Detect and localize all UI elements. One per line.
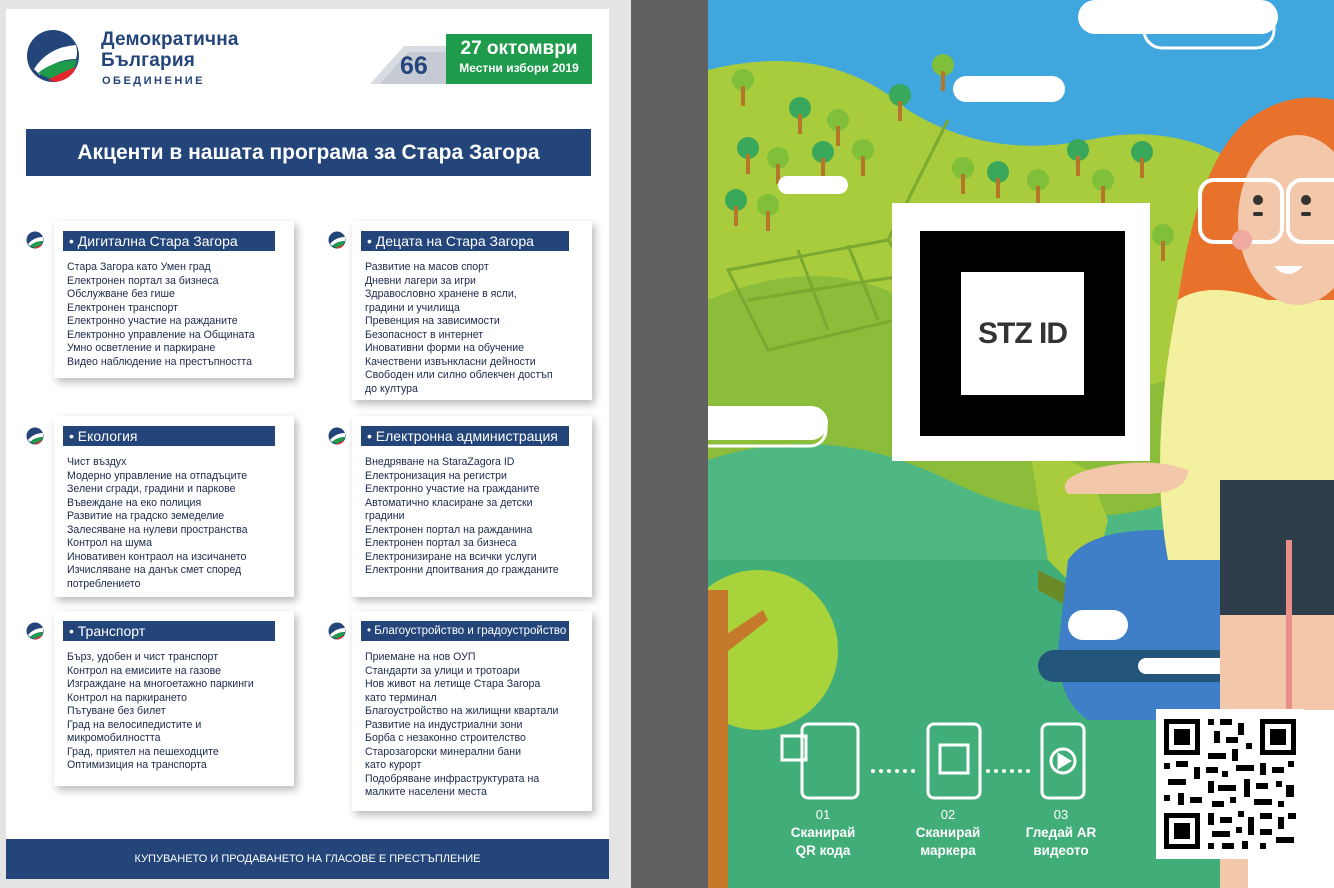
list-item: Модерно управление на отпадъците	[67, 469, 248, 482]
qr-code	[1156, 709, 1304, 859]
list-item: Изграждане на многоетажно паркинги	[67, 678, 254, 690]
list-item: Електронизация на регистри	[365, 469, 507, 482]
ar-marker	[892, 203, 1150, 461]
step-watch-ar	[1006, 806, 1116, 860]
list-item: Борба с незаконно строителство	[365, 732, 526, 744]
list-item: потреблението	[67, 577, 141, 590]
section-card-ecology	[54, 416, 294, 597]
party-mini-logo-icon	[26, 427, 44, 445]
ar-info-page	[708, 0, 1334, 888]
step-line-1: Сканирай	[790, 825, 856, 840]
list-item: Внедряване на StaraZagora ID	[365, 456, 515, 468]
list-item: Стандарти за улици и тротоари	[365, 664, 520, 677]
list-item: Здравословно хранене в ясли,	[365, 288, 517, 300]
step-line-1: Сканирай	[915, 825, 981, 840]
list-item: микромобилността	[67, 732, 161, 744]
list-item: Качествени извънкласни дейности	[365, 355, 536, 368]
list-item: Електронен транспорт	[67, 301, 178, 314]
list-item: Бърз, удобен и чист транспорт	[67, 651, 219, 663]
section-title: • Дигитална Стара Загора	[63, 231, 275, 251]
list-item: Електронно участие на гражданите	[365, 483, 540, 495]
party-name	[101, 29, 239, 87]
list-item: Електронно управление на Общината	[67, 328, 255, 341]
list-item: Залесяване на нулеви пространства	[67, 523, 248, 536]
section-items	[365, 651, 584, 800]
section-card-e-administration	[352, 416, 592, 597]
list-item: Чист въздух	[67, 456, 127, 468]
section-card-digital	[54, 221, 294, 378]
page-gap	[631, 0, 708, 888]
program-banner-title: Акценти в нашата програма за Стара Загора	[26, 129, 591, 176]
list-item: Развитие на индустриални зони	[365, 718, 523, 731]
party-mini-logo-icon	[26, 622, 44, 640]
list-item: Контрол на емисиите на газове	[67, 664, 222, 677]
section-items	[365, 261, 584, 396]
list-item: Свободен или силно облекчен достъп	[365, 369, 553, 381]
section-items	[67, 261, 286, 369]
party-mini-logo-icon	[328, 427, 346, 445]
step-scan-marker	[893, 806, 1003, 860]
section-items	[67, 651, 286, 773]
list-item: Пътуване без билет	[67, 705, 166, 717]
list-item: Иновативни форми на обучение	[365, 342, 525, 354]
step-line-2: маркера	[920, 843, 976, 858]
election-date: 27 октомври	[460, 38, 578, 59]
list-item: градини и училища	[365, 301, 460, 314]
section-items	[365, 456, 584, 578]
program-page	[6, 9, 609, 879]
brand-line-2: България	[101, 50, 196, 71]
list-item: Оптимизиция на транспорта	[67, 759, 207, 771]
list-item: Подобряване инфраструктурата на	[365, 772, 540, 785]
list-item: Обслужване без гише	[67, 288, 175, 300]
section-title: • Екология	[63, 426, 275, 446]
section-title: • Благоустройство и градоустройство	[361, 621, 569, 641]
list-item: Благоустройство на жилищни квартали	[365, 705, 559, 717]
step-line-2: видеото	[1033, 843, 1089, 858]
list-item: Автоматично класиране за детски	[365, 496, 533, 509]
list-item: Иновативен контраол на изсичането	[67, 550, 247, 563]
list-item: като терминал	[365, 691, 437, 704]
list-item: Умно осветление и паркиране	[67, 342, 216, 354]
ballot-number-tag	[370, 46, 452, 84]
section-card-urban-planning	[352, 611, 592, 811]
party-mini-logo-icon	[328, 231, 346, 249]
list-item: Електронизиране на всички услуги	[365, 550, 537, 563]
list-item: до култура	[365, 382, 418, 395]
section-card-children	[352, 221, 592, 400]
list-item: Електронен портал за бизнеса	[365, 537, 517, 549]
list-item: Изчисляване на данък смет според	[67, 564, 242, 576]
step-number: 03	[1053, 807, 1069, 822]
step-scan-qr	[768, 806, 878, 860]
section-title: • Електронна администрация	[361, 426, 569, 446]
ballot-number: 66	[400, 52, 428, 80]
list-item: Стара Загора като Умен град	[67, 261, 211, 273]
election-type: Местни избори 2019	[459, 61, 579, 75]
list-item: Развитие на градско земеделие	[67, 510, 225, 522]
election-date-box	[446, 34, 592, 84]
list-item: Развитие на масов спорт	[365, 261, 489, 273]
section-items	[67, 456, 286, 591]
list-item: малките населени места	[365, 786, 487, 798]
list-item: Град на велосипедистите и	[67, 718, 202, 731]
step-line-1: Гледай AR	[1025, 825, 1097, 840]
section-title: • Децата на Стара Загора	[361, 231, 569, 251]
list-item: Превенция на зависимости	[365, 315, 500, 327]
brand-line-3: ОБЕДИНЕНИЕ	[102, 75, 206, 87]
party-logo-icon	[26, 29, 80, 83]
list-item: Безопасност в интернет	[365, 328, 484, 341]
footer-warning: КУПУВАНЕТО И ПРОДАВАНЕТО НА ГЛАСОВЕ Е ПРЕСТЪПЛЕНИЕ	[6, 839, 609, 879]
step-line-2: QR кода	[795, 843, 851, 858]
section-card-transport	[54, 611, 294, 786]
list-item: Електронен портал на ражданина	[365, 523, 533, 536]
list-item: Видео наблюдение на престъпността	[67, 355, 253, 368]
list-item: Електронен портал за бизнеса	[67, 274, 219, 287]
list-item: Приемане на нов ОУП	[365, 651, 476, 663]
list-item: Дневни лагери за игри	[365, 274, 476, 287]
list-item: Контрол на шума	[67, 537, 152, 549]
list-item: Въвеждане на еко полиция	[67, 496, 202, 509]
list-item: като курорт	[365, 759, 422, 771]
ar-marker-border	[920, 231, 1125, 436]
section-title: • Транспорт	[63, 621, 275, 641]
list-item: Нов живот на летище Стара Загора	[365, 678, 541, 690]
list-item: Електронни дпоитвания до гражданите	[365, 564, 559, 576]
party-mini-logo-icon	[26, 231, 44, 249]
step-number: 02	[940, 807, 956, 822]
list-item: градини	[365, 510, 405, 522]
list-item: Контрол на паркирането	[67, 691, 187, 704]
brand-line-1: Демократична	[101, 29, 239, 50]
ar-marker-text: STZ ID	[961, 272, 1084, 395]
list-item: Електронно участие на ражданите	[67, 315, 238, 327]
step-number: 01	[815, 807, 831, 822]
party-mini-logo-icon	[328, 622, 346, 640]
list-item: Старозагорски минерални бани	[365, 745, 521, 758]
qr-code-icon	[1156, 709, 1304, 859]
list-item: Град, приятел на пешеходците	[67, 745, 219, 758]
list-item: Зелени сгради, градини и паркове	[67, 483, 236, 495]
